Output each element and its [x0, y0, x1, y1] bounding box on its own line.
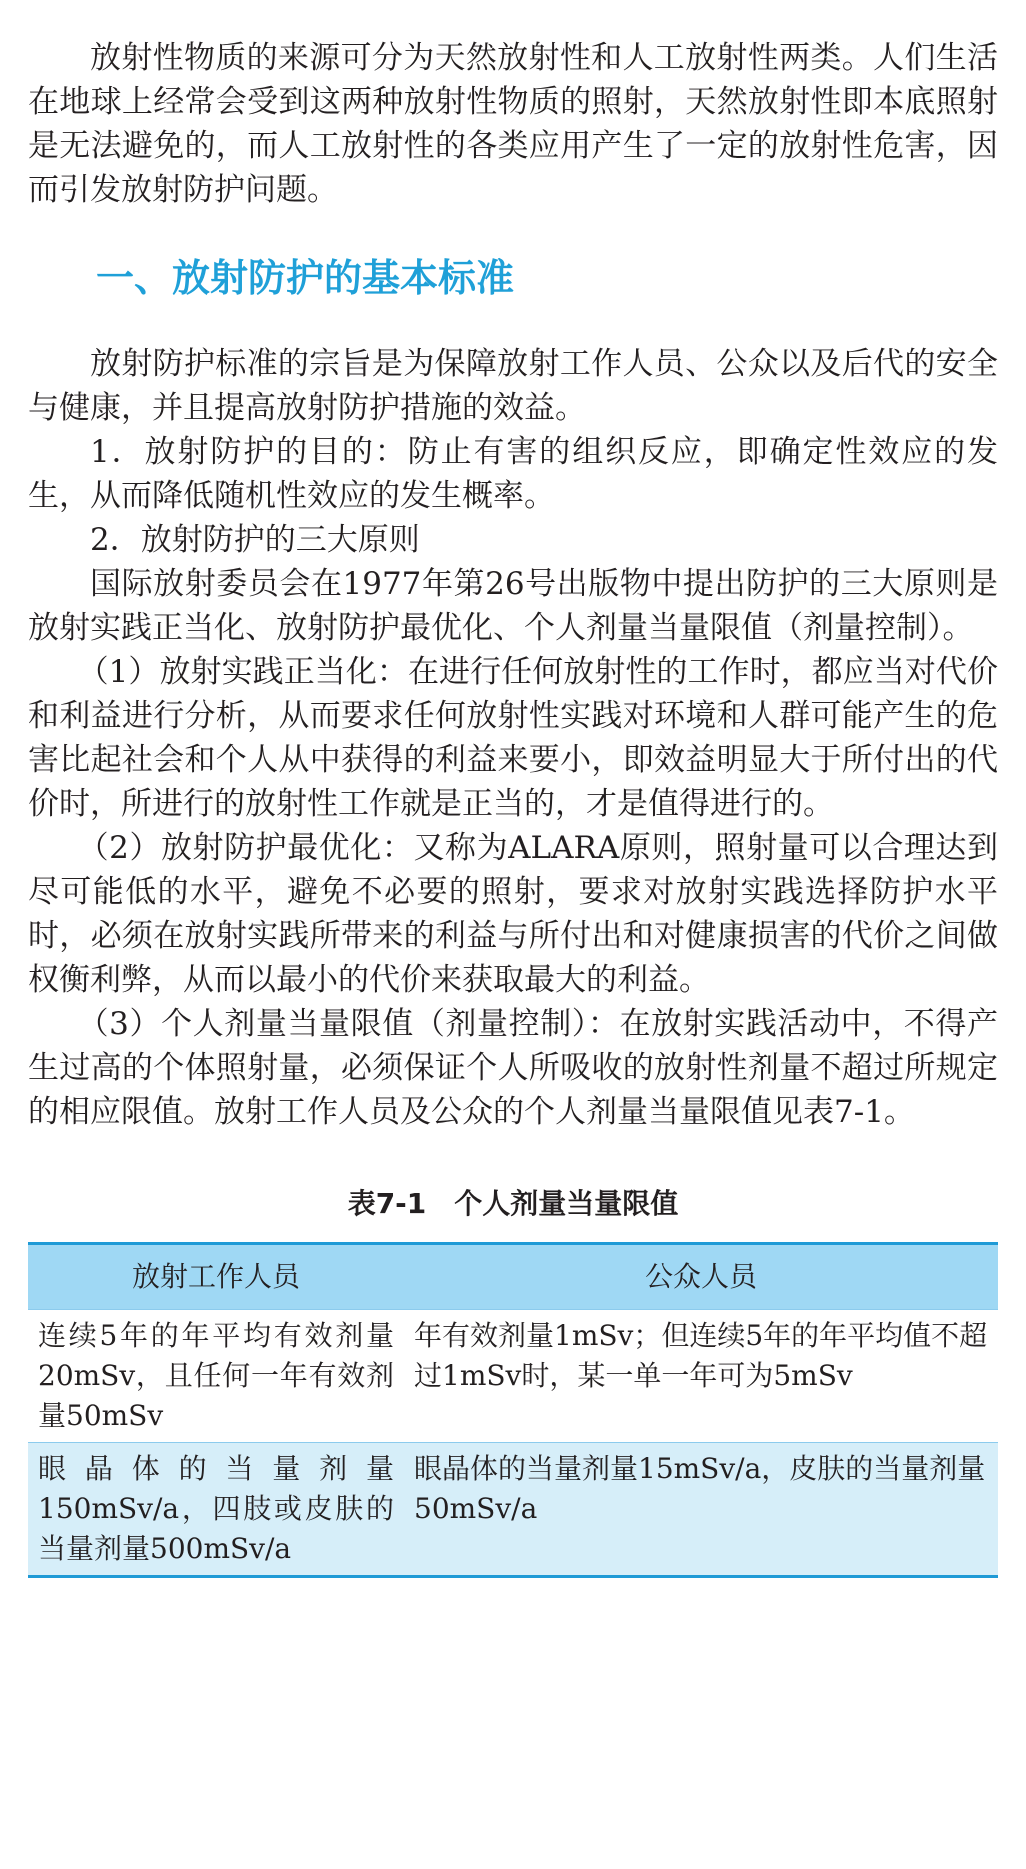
intro-paragraph: 放射性物质的来源可分为天然放射性和人工放射性两类。人们生活在地球上经常会受到这两种放射性物质的照射，天然放射性即本底照射是无法避免的，而人工放射性的各类应用产生了一定的放射性危害，因而引发放射防护问题。	[28, 40, 998, 208]
principle-3-paragraph: （3）个人剂量当量限值（剂量控制）：在放射实践活动中，不得产生过高的个体照射量，必须保证个人所吸收的放射性剂量不超过所规定的相应限值。放射工作人员及公众的个人剂量当量限值见表7-1。	[28, 1006, 998, 1130]
table-cell: 年有效剂量1mSv；但连续5年的年平均值不超过1mSv时，某一单一年可为5mSv	[404, 1310, 998, 1443]
table-cell: 连续5年的年平均有效剂量20mSv，且任何一年有效剂量50mSv	[28, 1310, 404, 1443]
dose-limit-table	[28, 1242, 998, 1578]
table-header-cell: 公众人员	[404, 1244, 998, 1310]
purpose-paragraph: 放射防护标准的宗旨是为保障放射工作人员、公众以及后代的安全与健康，并且提高放射防护措施的效益。	[28, 346, 998, 426]
table-caption: 表7-1 个人剂量当量限值	[347, 1187, 679, 1220]
table-header-row	[28, 1244, 998, 1310]
item-1-paragraph: 1．放射防护的目的：防止有害的组织反应，即确定性效应的发生，从而降低随机性效应的发生概率。	[28, 434, 998, 514]
table-cell: 眼晶体的当量剂量15mSv/a，皮肤的当量剂量50mSv/a	[404, 1443, 998, 1577]
table-row	[28, 1443, 998, 1577]
table-cell: 眼晶体的当量剂量150mSv/a，四肢或皮肤的当量剂量500mSv/a	[28, 1443, 404, 1577]
item-2-paragraph: 2．放射防护的三大原则	[90, 522, 420, 558]
table-row	[28, 1310, 998, 1443]
principle-1-paragraph: （1）放射实践正当化：在进行任何放射性的工作时，都应当对代价和利益进行分析，从而要求任何放射性实践对环境和人群可能产生的危害比起社会和个人从中获得的利益来要小，即效益明显大于所付出的代价时，所进行的放射性工作就是正当的，才是值得进行的。	[28, 654, 998, 822]
document-page	[28, 36, 998, 1578]
table-header-cell: 放射工作人员	[28, 1244, 404, 1310]
principles-intro-paragraph: 国际放射委员会在1977年第26号出版物中提出防护的三大原则是放射实践正当化、放射防护最优化、个人剂量当量限值（剂量控制）。	[28, 566, 998, 646]
section-heading: 一、放射防护的基本标准	[96, 256, 515, 300]
principle-2-paragraph: （2）放射防护最优化：又称为ALARA原则，照射量可以合理达到尽可能低的水平，避免不必要的照射，要求对放射实践选择防护水平时，必须在放射实践所带来的利益与所付出和对健康损害的代价之间做权衡利弊，从而以最小的代价来获取最大的利益。	[28, 830, 998, 998]
